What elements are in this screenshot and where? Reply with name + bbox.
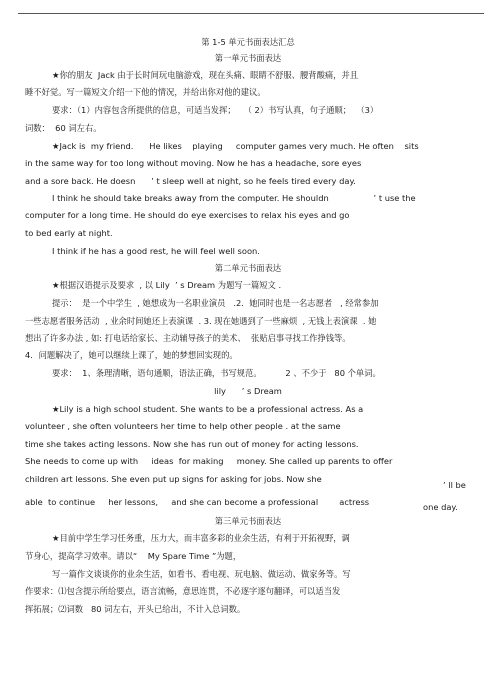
unit1-requirements-line: 词数： 60 词左右。: [25, 123, 102, 133]
unit2-prompt-line: ★根据汉语提示及要求 , 以 Lily ’ s Dream 为题写一篇短文 .: [52, 280, 282, 290]
unit2-essay-line: ★Lily is a high school student. She wants to be a professional actress. As a: [52, 404, 364, 414]
unit3-heading: 第三单元书面表达: [214, 516, 282, 526]
header-rule: [18, 13, 484, 14]
unit2-essay-line: She needs to come up with ideas for making money. She called up parents to offer: [25, 456, 393, 466]
unit1-prompt-line: 睡不好觉。写一篇短文介绍一下他的情况，并给出你对他的建议。: [25, 87, 266, 97]
unit1-essay-line: and a sore back. He doesn ’ t sleep well at night, so he feels tired every day.: [25, 176, 356, 186]
unit2-prompt-line: 提示： 是一个中学生 , 她想成为一名职业演员 .2. 她同时也是一名志愿者 , 经常参加: [52, 298, 379, 308]
unit2-essay-line: children art lessons. She even put up signs for asking for jobs. Now she: [25, 474, 322, 484]
unit2-essay-fragment: one day.: [423, 502, 458, 512]
unit2-heading: 第二单元书面表达: [214, 263, 282, 273]
unit1-essay-line: to bed early at night.: [25, 228, 113, 238]
unit2-essay-line: able to continue her lessons, and she can become a professional actress: [25, 497, 370, 507]
unit1-essay-line: I think he should take breaks away from the computer. He shouldn ’ t use the: [52, 193, 416, 203]
unit1-requirements-line: 要求：（1）内容包含所提供的信息，可适当发挥； （ 2）书写认真，句子通顺； （3）: [52, 105, 379, 115]
unit2-prompt-line: 4．问题解决了，她可以继续上课了，她的梦想回实现的。: [25, 350, 238, 360]
unit3-prompt-line: ★目前中学生学习任务重，压力大，而丰富多彩的业余生活，有利于开拓视野，调: [52, 533, 350, 543]
unit2-essay-line: volunteer , she often volunteers her time to help other people . at the same: [25, 421, 341, 431]
unit1-heading: 第一单元书面表达: [214, 53, 282, 63]
unit2-essay-title: lily ’ s Dream: [214, 386, 282, 396]
unit2-essay-line: time she takes acting lessons. Now she has run out of money for acting lessons.: [25, 439, 359, 449]
unit2-essay-fragment: ’ ll be: [443, 480, 466, 490]
unit2-prompt-line: 一些志愿者服务活动 , 业余时间她还上表演课 . 3. 现在她遇到了一些麻烦 , 无钱上表演课 . 她: [25, 316, 377, 326]
unit3-prompt-line: 作要求：⑴包含提示所给要点，语言流畅，意思连贯，不必逐字逐句翻译，可以适当发: [25, 586, 341, 596]
unit1-essay-line: ★Jack is my friend. He likes playing computer games very much. He often sits: [52, 141, 419, 151]
unit1-prompt-line: ★你的朋友 Jack 由于长时间玩电脑游戏，现在头痛、眼睛不舒服、腰背酸痛，并且: [52, 70, 359, 80]
unit3-prompt-line: 挥拓展；⑵词数 80 词左右，开头已给出，不计入总词数。: [25, 604, 246, 614]
unit2-prompt-line: 想出了许多办法 , 如: 打电话给家长、主动辅导孩子的美术、 张贴启事寻找工作挣钱等。: [25, 333, 351, 343]
page-title: 第 1-5 单元书面表达汇总: [201, 37, 295, 47]
unit3-prompt-line: 写一篇作文谈谈你的业余生活，如看书、看电视、玩电脑、做运动、做家务等。写: [52, 569, 351, 579]
unit1-essay-line: I think if he has a good rest, he will feel well soon.: [52, 246, 260, 256]
unit3-prompt-line: 节身心，提高学习效率。请以“ My Spare Time ”为题，: [25, 551, 242, 561]
unit1-essay-line: computer for a long time. He should do eye exercises to relax his eyes and go: [25, 210, 350, 220]
unit2-requirements: 要求： 1、条理清晰，语句通顺，语法正确，书写规范。 2 、不少于 80 个单词。: [52, 368, 381, 378]
unit1-essay-line: in the same way for too long without moving. Now he has a headache, sore eyes: [25, 158, 362, 168]
